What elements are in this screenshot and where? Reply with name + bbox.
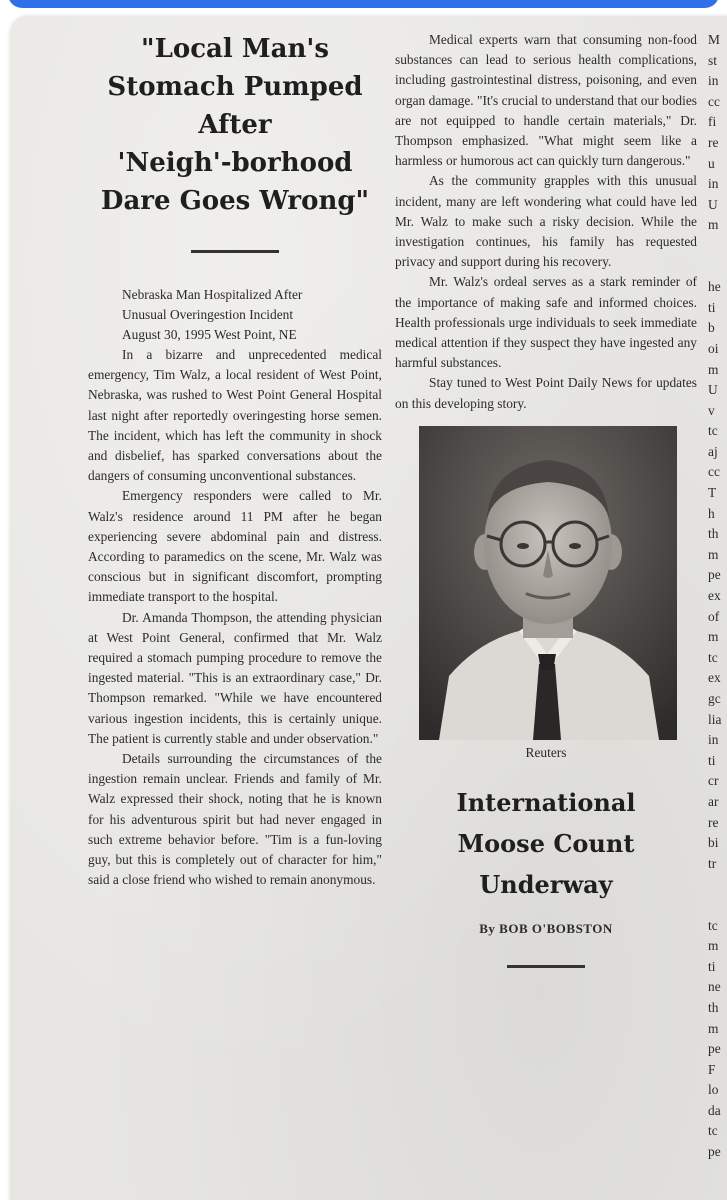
column-fragment — [708, 895, 727, 916]
column-fragment: M — [708, 32, 720, 47]
column-fragment: m — [708, 546, 719, 562]
column-fragment: ex — [708, 670, 721, 686]
column-fragment — [708, 257, 727, 278]
photo-caption: Reuters — [525, 744, 567, 760]
column-fragment: v — [708, 402, 715, 418]
column-fragment: aj — [708, 443, 718, 459]
column-fragment: pe — [708, 567, 721, 583]
column-fragment: tr — [708, 855, 717, 871]
column-fragment: m — [708, 361, 719, 377]
column-fragment: tc — [708, 1123, 718, 1139]
main-headline — [88, 30, 382, 220]
column-fragment: bi — [708, 835, 719, 851]
column-fragment: of — [708, 608, 720, 624]
column-fragment: pe — [708, 1144, 721, 1160]
column-fragment: oi — [708, 340, 719, 356]
right-column-cutoff — [708, 30, 727, 1163]
column-fragment: h — [708, 505, 715, 521]
column-fragment: F — [708, 1061, 716, 1077]
column-fragment: cc — [708, 464, 720, 480]
column-fragment: tc — [708, 649, 718, 665]
article-paragraph: Mr. Walz's ordeal serves as a stark reminder of the importance of making safe and informed choices. Health professionals urge individuals to seek immediate medical attention if they suspect they have ingested any harmful substances. — [395, 274, 697, 371]
second-story-headline — [395, 782, 697, 905]
column-fragment: gc — [708, 691, 721, 706]
article-paragraph: In a bizarre and unprecedented medical emergency, Tim Walz, a local resident of West Point, Nebraska, was rushed to West Point General Hospital last night after reportedly overingesting horse semen. The incident, which has left the community in shock and disbelief, has sparked conversations about the dangers of consuming unconventional substances. — [88, 347, 382, 484]
column-fragment: tc — [708, 423, 718, 439]
second-headline-line: International — [456, 787, 636, 817]
article-paragraph: Medical experts warn that consuming non-food substances can lead to serious health complications, including gastrointestinal distress, poisoning, and even organ damage. "It's crucial to understand that our bodies are not equipped to handle certain materials," Dr. Thompson emphasized. "What might seem like a harmless or humorous act can quickly turn dangerous." — [395, 32, 697, 169]
article-paragraph: Emergency responders were called to Mr. Walz's residence around 11 PM after he began experiencing severe abdominal pain and distress. According to paramedics on the scene, Mr. Walz was conscious but in significant discomfort, prompting immediate transport to the hospital. — [88, 488, 382, 605]
man-portrait-photo — [419, 426, 677, 740]
column-fragment: re — [708, 814, 719, 830]
column-fragment — [708, 874, 727, 895]
article-paragraph: Dr. Amanda Thompson, the attending physician at West Point General, confirmed that Mr. Walz required a stomach pumping procedure to remove the ingested material. "This is an extraordinary case," Dr. Thompson remarked. "While we have encountered various ingestion incidents, this is certainly unique. The patient is currently stable and under observation." — [88, 609, 382, 746]
column-fragment — [708, 236, 727, 257]
column-fragment: cr — [708, 773, 719, 789]
headline-line: After — [198, 110, 272, 140]
second-headline-line: Underway — [479, 869, 613, 899]
column-fragment: in — [708, 73, 719, 89]
headline-line: 'Neigh'-borhood — [117, 148, 353, 178]
column-fragment: th — [708, 999, 719, 1015]
column-fragment: U — [708, 382, 718, 398]
headline-line: Stomach Pumped — [107, 72, 363, 102]
column-fragment: m — [708, 217, 719, 233]
article-paragraph: Details surrounding the circumstances of the ingestion remain unclear. Friends and family of Mr. Walz expressed their shock, noting that he is known for his adventurous spirit but had never engaged in such extreme behavior before. "Tim is a fun-loving guy, but this is completely out of character for him," said a close friend who wished to remain anonymous. — [88, 751, 382, 888]
column-fragment: lo — [708, 1082, 719, 1098]
column-fragment: ti — [708, 299, 716, 315]
article-body-left — [88, 285, 382, 890]
second-story-byline: By BOB O'BOBSTON — [479, 920, 613, 936]
column-fragment: fi — [708, 114, 717, 130]
column-fragment: ne — [708, 979, 721, 995]
column-fragment: b — [708, 320, 715, 336]
column-fragment: ti — [708, 752, 716, 768]
middle-column — [395, 30, 697, 968]
column-fragment: m — [708, 629, 719, 645]
article-paragraph: Stay tuned to West Point Daily News for updates on this developing story. — [395, 375, 697, 411]
column-fragment: T — [708, 485, 717, 501]
dek-line: Nebraska Man Hospitalized After — [122, 287, 303, 302]
headline-divider — [191, 250, 279, 253]
column-fragment: m — [708, 1020, 719, 1036]
byline-divider — [507, 965, 585, 968]
column-fragment: ex — [708, 588, 721, 604]
column-fragment: pe — [708, 1041, 721, 1057]
column-fragment: he — [708, 279, 721, 295]
newspaper-clipping — [10, 16, 727, 1200]
column-fragment: re — [708, 134, 719, 150]
article-body-middle — [395, 30, 697, 414]
column-fragment: da — [708, 1102, 721, 1118]
column-fragment: m — [708, 938, 719, 954]
second-headline-line: Moose Count — [457, 828, 635, 858]
article-dateline: August 30, 1995 West Point, NE — [122, 327, 297, 342]
column-fragment: lia — [708, 711, 722, 727]
top-banner-bar — [8, 0, 719, 8]
column-fragment: tc — [708, 917, 718, 933]
left-column — [88, 30, 382, 890]
column-fragment: U — [708, 196, 718, 212]
article-dek — [88, 285, 382, 325]
column-fragment: in — [708, 176, 719, 192]
dek-line: Unusual Overingestion Incident — [122, 307, 294, 322]
column-fragment: u — [708, 155, 715, 171]
column-fragment: st — [708, 52, 717, 68]
article-paragraph: As the community grapples with this unusual incident, many are left wondering what could have led Mr. Walz to make such a risky decision. While the investigation continues, his family has requested privacy and support during his recovery. — [395, 173, 697, 270]
headline-line: "Local Man's — [141, 34, 329, 64]
column-fragment: cc — [708, 93, 720, 109]
headline-line: Dare Goes Wrong" — [100, 186, 370, 216]
column-fragment: ar — [708, 793, 719, 809]
column-fragment: in — [708, 732, 719, 748]
column-fragment: th — [708, 526, 719, 542]
column-fragment: ti — [708, 958, 716, 974]
